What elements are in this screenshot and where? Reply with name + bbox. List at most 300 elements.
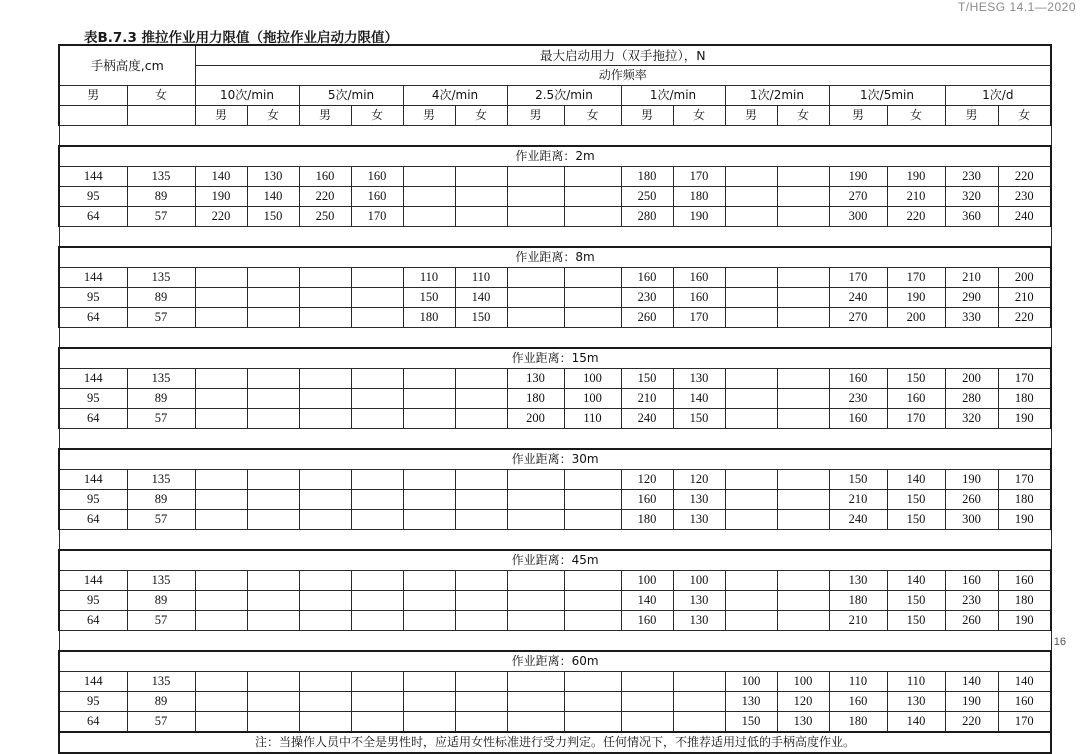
force-value-cell: 110 — [403, 268, 455, 288]
table-note: 注：当操作人员中不全是男性时，应适用女性标准进行受力判定。任何情况下，不推荐适用过低的手柄高度作业。 — [59, 732, 1051, 753]
force-value-cell — [403, 510, 455, 530]
force-value-cell — [195, 591, 247, 611]
handle-height-male: 64 — [59, 207, 127, 227]
force-value-cell — [195, 712, 247, 733]
force-value-cell: 160 — [673, 288, 725, 308]
gender-subheader-female: 女 — [455, 106, 507, 126]
handle-height-male: 144 — [59, 167, 127, 187]
force-value-cell — [299, 712, 351, 733]
section-label: 作业距离：60m — [59, 651, 1051, 672]
gender-header-female: 女 — [127, 86, 195, 106]
table-row — [59, 591, 1051, 611]
force-value-cell: 180 — [403, 308, 455, 328]
force-value-cell — [507, 571, 564, 591]
force-value-cell: 160 — [621, 268, 673, 288]
force-value-cell — [564, 591, 621, 611]
force-value-cell — [777, 187, 829, 207]
section-spacer — [59, 126, 1051, 147]
force-value-cell: 100 — [564, 389, 621, 409]
force-value-cell: 140 — [998, 672, 1051, 692]
gender-subheader-male: 男 — [299, 106, 351, 126]
force-value-cell — [507, 611, 564, 631]
force-value-cell — [195, 389, 247, 409]
table-row — [59, 409, 1051, 429]
gender-subheader-male: 男 — [621, 106, 673, 126]
handle-height-female: 57 — [127, 308, 195, 328]
handle-height-female: 57 — [127, 712, 195, 733]
force-value-cell — [455, 712, 507, 733]
section-spacer — [59, 227, 1051, 248]
gender-subheader-female: 女 — [887, 106, 945, 126]
force-value-cell — [673, 672, 725, 692]
table-row — [59, 672, 1051, 692]
force-value-cell — [507, 591, 564, 611]
force-value-cell: 180 — [621, 510, 673, 530]
force-value-cell — [299, 389, 351, 409]
force-value-cell — [403, 571, 455, 591]
force-value-cell: 190 — [998, 409, 1051, 429]
force-value-cell — [455, 490, 507, 510]
section-label: 作业距离：30m — [59, 449, 1051, 470]
force-value-cell — [725, 510, 777, 530]
handle-height-female: 89 — [127, 591, 195, 611]
handle-height-male: 95 — [59, 490, 127, 510]
handle-male-spacer — [59, 106, 127, 126]
force-value-cell — [195, 268, 247, 288]
table-row — [59, 692, 1051, 712]
force-value-cell: 250 — [621, 187, 673, 207]
force-value-cell — [725, 571, 777, 591]
force-value-cell — [777, 207, 829, 227]
force-value-cell: 160 — [998, 692, 1051, 712]
force-value-cell — [564, 672, 621, 692]
handle-height-male: 95 — [59, 591, 127, 611]
force-value-cell: 160 — [887, 389, 945, 409]
force-value-cell — [621, 692, 673, 712]
force-value-cell — [507, 207, 564, 227]
force-value-cell — [564, 692, 621, 712]
force-value-cell — [299, 591, 351, 611]
force-value-cell — [247, 712, 299, 733]
force-value-cell — [351, 510, 403, 530]
force-value-cell — [247, 308, 299, 328]
force-value-cell — [351, 490, 403, 510]
force-value-cell — [299, 611, 351, 631]
force-value-cell: 140 — [673, 389, 725, 409]
force-value-cell — [247, 369, 299, 389]
handle-height-male: 144 — [59, 672, 127, 692]
force-value-cell: 160 — [299, 167, 351, 187]
force-value-cell — [299, 672, 351, 692]
force-value-cell: 240 — [829, 288, 887, 308]
force-value-cell — [247, 409, 299, 429]
force-value-cell: 140 — [887, 470, 945, 490]
handle-height-male: 64 — [59, 712, 127, 733]
force-value-cell — [777, 571, 829, 591]
force-value-cell: 130 — [673, 611, 725, 631]
force-value-cell: 130 — [673, 591, 725, 611]
force-value-cell: 100 — [621, 571, 673, 591]
force-value-cell — [403, 369, 455, 389]
table-row — [59, 490, 1051, 510]
force-value-cell: 130 — [673, 369, 725, 389]
force-value-cell — [299, 490, 351, 510]
force-value-cell: 230 — [945, 591, 998, 611]
force-value-cell — [247, 611, 299, 631]
force-value-cell — [777, 611, 829, 631]
handle-height-female: 135 — [127, 672, 195, 692]
force-value-cell — [725, 167, 777, 187]
table-row — [59, 187, 1051, 207]
force-value-cell — [247, 692, 299, 712]
force-value-cell — [299, 268, 351, 288]
force-value-cell — [455, 167, 507, 187]
force-value-cell: 130 — [673, 490, 725, 510]
force-value-cell — [403, 207, 455, 227]
force-value-cell: 190 — [887, 167, 945, 187]
handle-height-male: 144 — [59, 571, 127, 591]
force-value-cell — [351, 571, 403, 591]
table-row — [59, 369, 1051, 389]
force-value-cell: 230 — [829, 389, 887, 409]
force-value-cell: 190 — [829, 167, 887, 187]
force-value-cell — [777, 167, 829, 187]
force-value-cell: 210 — [829, 490, 887, 510]
section-label: 作业距离：45m — [59, 550, 1051, 571]
table-row — [59, 167, 1051, 187]
force-value-cell — [725, 409, 777, 429]
force-value-cell: 110 — [887, 672, 945, 692]
force-value-cell — [455, 692, 507, 712]
frequency-group-header: 1次/min — [621, 86, 725, 106]
force-value-cell: 260 — [945, 490, 998, 510]
force-value-cell: 150 — [887, 510, 945, 530]
force-value-cell — [777, 389, 829, 409]
force-value-cell — [299, 308, 351, 328]
table-row — [59, 207, 1051, 227]
force-value-cell: 330 — [945, 308, 998, 328]
frequency-group-header: 2.5次/min — [507, 86, 621, 106]
force-value-cell — [725, 490, 777, 510]
force-value-cell — [299, 571, 351, 591]
handle-height-female: 89 — [127, 187, 195, 207]
force-value-cell: 270 — [829, 187, 887, 207]
force-value-cell: 240 — [998, 207, 1051, 227]
force-value-cell: 280 — [945, 389, 998, 409]
frequency-group-header: 5次/min — [299, 86, 403, 106]
force-value-cell — [725, 187, 777, 207]
force-value-cell — [351, 308, 403, 328]
force-value-cell — [455, 369, 507, 389]
frequency-group-header: 10次/min — [195, 86, 299, 106]
force-value-cell — [777, 308, 829, 328]
force-value-cell: 220 — [998, 308, 1051, 328]
table-row — [59, 611, 1051, 631]
force-value-cell — [564, 207, 621, 227]
force-value-cell — [403, 167, 455, 187]
force-value-cell — [725, 389, 777, 409]
section-spacer — [59, 328, 1051, 349]
force-value-cell — [403, 490, 455, 510]
handle-height-female: 57 — [127, 510, 195, 530]
force-value-cell — [455, 409, 507, 429]
handle-height-male: 144 — [59, 470, 127, 490]
force-value-cell: 260 — [621, 308, 673, 328]
force-value-cell — [299, 369, 351, 389]
section-label-row — [59, 146, 1051, 167]
force-value-cell — [621, 672, 673, 692]
force-value-cell — [621, 712, 673, 733]
force-value-cell: 130 — [777, 712, 829, 733]
section-label-row — [59, 449, 1051, 470]
page-number: 16 — [1053, 636, 1066, 648]
section-label: 作业距离：15m — [59, 348, 1051, 369]
force-value-cell — [507, 672, 564, 692]
force-value-cell — [507, 510, 564, 530]
table-row — [59, 571, 1051, 591]
table-header-row-4 — [59, 106, 1051, 126]
force-value-cell — [564, 268, 621, 288]
force-value-cell — [351, 611, 403, 631]
force-value-cell — [777, 409, 829, 429]
force-value-cell: 210 — [945, 268, 998, 288]
handle-height-female: 89 — [127, 692, 195, 712]
force-value-cell: 180 — [998, 389, 1051, 409]
force-value-cell: 150 — [887, 369, 945, 389]
force-value-cell: 160 — [673, 268, 725, 288]
force-value-cell — [247, 591, 299, 611]
force-value-cell — [777, 510, 829, 530]
table-row — [59, 712, 1051, 733]
handle-height-female: 135 — [127, 268, 195, 288]
table-row — [59, 308, 1051, 328]
force-value-cell: 160 — [945, 571, 998, 591]
force-value-cell: 320 — [945, 409, 998, 429]
force-value-cell: 320 — [945, 187, 998, 207]
force-value-cell — [455, 207, 507, 227]
section-label: 作业距离：2m — [59, 146, 1051, 167]
force-value-cell — [507, 167, 564, 187]
force-value-cell: 180 — [673, 187, 725, 207]
gender-subheader-male: 男 — [829, 106, 887, 126]
table-header-row-3 — [59, 86, 1051, 106]
force-value-cell: 150 — [621, 369, 673, 389]
force-value-cell — [351, 389, 403, 409]
force-value-cell: 260 — [945, 611, 998, 631]
table-header-row-1 — [59, 45, 1051, 66]
force-value-cell — [507, 712, 564, 733]
force-value-cell — [195, 510, 247, 530]
force-value-cell: 130 — [887, 692, 945, 712]
force-value-cell — [247, 268, 299, 288]
force-value-cell: 190 — [998, 611, 1051, 631]
force-value-cell — [403, 409, 455, 429]
section-label-row — [59, 651, 1051, 672]
force-value-cell: 140 — [945, 672, 998, 692]
force-value-cell: 140 — [195, 167, 247, 187]
force-value-cell — [351, 288, 403, 308]
force-value-cell — [725, 268, 777, 288]
force-value-cell: 210 — [829, 611, 887, 631]
frequency-header: 动作频率 — [195, 66, 1051, 86]
handle-height-male: 64 — [59, 611, 127, 631]
force-value-cell: 140 — [247, 187, 299, 207]
force-value-cell: 200 — [887, 308, 945, 328]
frequency-group-header: 1次/d — [945, 86, 1051, 106]
force-value-cell — [195, 308, 247, 328]
handle-height-male: 95 — [59, 187, 127, 207]
force-value-cell — [299, 510, 351, 530]
force-value-cell: 130 — [725, 692, 777, 712]
handle-height-female: 135 — [127, 167, 195, 187]
force-value-cell — [507, 187, 564, 207]
force-value-cell: 170 — [887, 409, 945, 429]
force-value-cell — [507, 308, 564, 328]
gender-subheader-male: 男 — [725, 106, 777, 126]
force-value-cell: 180 — [998, 490, 1051, 510]
force-value-cell — [247, 571, 299, 591]
force-value-cell — [564, 308, 621, 328]
table-row — [59, 510, 1051, 530]
force-value-cell: 180 — [621, 167, 673, 187]
force-value-cell — [564, 712, 621, 733]
force-value-cell: 110 — [829, 672, 887, 692]
force-value-cell — [195, 470, 247, 490]
force-value-cell: 220 — [299, 187, 351, 207]
section-spacer — [59, 530, 1051, 551]
force-value-cell: 160 — [829, 692, 887, 712]
force-value-cell: 190 — [673, 207, 725, 227]
force-value-cell — [673, 712, 725, 733]
handle-height-male: 64 — [59, 308, 127, 328]
force-value-cell: 150 — [455, 308, 507, 328]
force-value-cell — [299, 288, 351, 308]
gender-subheader-female: 女 — [777, 106, 829, 126]
table-header-row-2 — [59, 66, 1051, 86]
table-row — [59, 268, 1051, 288]
handle-female-spacer — [127, 106, 195, 126]
force-value-cell — [507, 470, 564, 490]
force-value-cell — [351, 268, 403, 288]
force-value-cell — [195, 369, 247, 389]
handle-height-male: 95 — [59, 288, 127, 308]
handle-height-male: 95 — [59, 692, 127, 712]
force-value-cell — [507, 288, 564, 308]
document-code: T/HESG 14.1—2020 — [957, 0, 1076, 14]
force-value-cell: 180 — [998, 591, 1051, 611]
force-value-cell: 170 — [829, 268, 887, 288]
force-value-cell: 200 — [507, 409, 564, 429]
force-value-cell — [247, 672, 299, 692]
force-value-cell: 220 — [945, 712, 998, 733]
force-value-cell: 170 — [351, 207, 403, 227]
force-value-cell — [403, 672, 455, 692]
force-value-cell: 140 — [887, 712, 945, 733]
gender-subheader-female: 女 — [351, 106, 403, 126]
force-value-cell — [195, 490, 247, 510]
force-value-cell — [564, 167, 621, 187]
force-value-cell: 100 — [673, 571, 725, 591]
force-value-cell: 240 — [829, 510, 887, 530]
force-value-cell — [247, 389, 299, 409]
force-value-cell — [455, 611, 507, 631]
force-value-cell: 300 — [829, 207, 887, 227]
section-spacer — [59, 429, 1051, 450]
frequency-group-header: 4次/min — [403, 86, 507, 106]
force-value-cell: 170 — [673, 308, 725, 328]
handle-height-male: 95 — [59, 389, 127, 409]
force-value-cell — [777, 470, 829, 490]
force-value-cell — [725, 611, 777, 631]
gender-subheader-male: 男 — [195, 106, 247, 126]
force-value-cell: 170 — [998, 712, 1051, 733]
force-value-cell — [777, 490, 829, 510]
force-value-cell: 360 — [945, 207, 998, 227]
force-value-cell: 220 — [887, 207, 945, 227]
force-value-cell — [403, 187, 455, 207]
force-value-cell: 170 — [998, 470, 1051, 490]
force-value-cell — [195, 692, 247, 712]
force-limit-table — [58, 44, 1052, 754]
force-value-cell: 140 — [621, 591, 673, 611]
force-value-cell: 100 — [725, 672, 777, 692]
force-value-cell: 230 — [621, 288, 673, 308]
force-value-cell: 150 — [403, 288, 455, 308]
force-value-cell: 130 — [829, 571, 887, 591]
handle-height-male: 64 — [59, 409, 127, 429]
handle-height-female: 135 — [127, 571, 195, 591]
force-value-cell — [725, 308, 777, 328]
handle-height-header: 手柄高度,cm — [59, 45, 195, 86]
handle-height-female: 135 — [127, 369, 195, 389]
force-value-cell: 120 — [621, 470, 673, 490]
force-value-cell: 150 — [829, 470, 887, 490]
force-value-cell — [725, 470, 777, 490]
force-value-cell: 150 — [887, 591, 945, 611]
force-value-cell — [247, 510, 299, 530]
force-value-cell — [777, 268, 829, 288]
force-value-cell — [507, 692, 564, 712]
force-value-cell: 130 — [247, 167, 299, 187]
force-value-cell — [725, 369, 777, 389]
force-value-cell: 150 — [673, 409, 725, 429]
force-value-cell — [195, 409, 247, 429]
force-value-cell — [455, 571, 507, 591]
force-value-cell: 230 — [945, 167, 998, 187]
force-value-cell: 180 — [829, 591, 887, 611]
force-value-cell: 120 — [777, 692, 829, 712]
handle-height-female: 89 — [127, 389, 195, 409]
table-row — [59, 389, 1051, 409]
table-note-row — [59, 732, 1051, 753]
force-value-cell: 160 — [621, 490, 673, 510]
force-value-cell: 140 — [455, 288, 507, 308]
force-value-cell: 160 — [998, 571, 1051, 591]
table-container — [58, 44, 1051, 754]
force-value-cell — [564, 571, 621, 591]
force-value-cell — [403, 591, 455, 611]
force-value-cell — [351, 369, 403, 389]
handle-height-female: 89 — [127, 490, 195, 510]
force-value-cell: 130 — [507, 369, 564, 389]
section-label-row — [59, 348, 1051, 369]
force-value-cell: 150 — [725, 712, 777, 733]
force-value-cell: 190 — [887, 288, 945, 308]
force-value-cell: 200 — [998, 268, 1051, 288]
force-value-cell — [455, 389, 507, 409]
force-value-cell — [777, 369, 829, 389]
gender-subheader-female: 女 — [998, 106, 1051, 126]
